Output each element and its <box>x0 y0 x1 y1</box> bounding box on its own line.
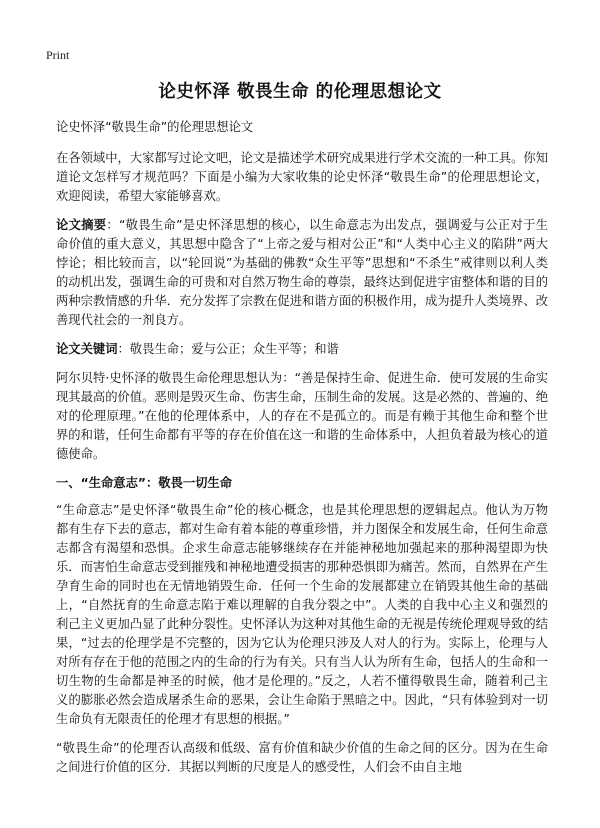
keywords-label: 论文关键词 <box>56 342 118 356</box>
body-paragraph-2: “生命意志”是史怀泽“敬畏生命”伦的核心概念，也是其伦理思想的逻辑起点。他认为万物都有生存下去的意志，都对生命有着本能的尊重珍惜，并力图保全和发展生命，任何生命意志都含有渴望和恐惧。企求生命意志能够继续存在并能神秘地加强起来的那种渴望即为快乐．而害怕生命意志受到摧残和神秘地遭受损害的那种恐惧即为痛苦。然而，自然界在产生孕育生命的同时也在无情地销毁生命．任何一个生命的发展都建立在销毁其他生命的基础上，“自然抚育的生命意志陷于难以理解的自我分裂之中”。人类的自我中心主义和强烈的利己主义更加凸显了此种分裂性。史怀泽认为这种对其他生命的无视是传统伦理观导致的结果，“过去的伦理学是不完整的，因为它认为伦理只涉及人对人的行为。实际上，伦理与人对所有存在于他的范围之内的生命的行为有关。只有当人认为所有生命，包括人的生命和一切生物的生命都是神圣的时候，他才是伦理的。”反之，人若不懂得敬畏生命，随着利己主义的膨胀必然会造成屠杀生命的恶果，会让生命陷于黑暗之中。因此，“只有体验到对一切生命负有无限责任的伦理才有思想的根据。” <box>56 503 548 726</box>
abstract-text: ：“敬畏生命”是史怀泽思想的核心，以生命意志为出发点，强调爱与公正对于生命价值的重大意义，其思想中隐含了“上帝之爱与相对公正”和“人类中心主义的陷阱”两大悖论；相比较而言，以“轮回说”为基础的佛教“众生平等”思想和“不杀生”戒律则以利人类的动机出发，强调生命的可贵和对自然万物生命的尊崇，最终达到促进宇宙整体和谐的目的两种宗教情感的升华．充分发挥了宗教在促进和谐方面的积极作用，成为提升人类境界、改善现代社会的一剂良方。 <box>56 218 548 327</box>
print-link[interactable]: Print <box>46 48 70 62</box>
intro-paragraph: 在各领域中，大家都写过论文吧，论文是描述学术研究成果进行学术交流的一种工具。你知道论文怎样写才规范吗？下面是小编为大家收集的论史怀泽“敬畏生命”的伦理思想论文，欢迎阅读，希望大家能够喜欢。 <box>56 151 548 203</box>
page-title: 论史怀泽 敬畏生命 的伦理思想论文 <box>158 82 442 102</box>
abstract-label: 论文摘要 <box>56 218 107 232</box>
body-paragraph-3: “敬畏生命”的伦理否认高级和低级、富有价值和缺少价值的生命之间的区分。因为在生命之间进行价值的区分．其据以判断的尺度是人的感受性，人们会不由自主地 <box>56 741 548 774</box>
keywords-text: ：敬畏生命；爱与公正；众生平等；和谐 <box>117 342 339 356</box>
article-body <box>56 118 548 787</box>
section-heading-1: 一、“生命意志”：敬畏一切生命 <box>56 476 233 490</box>
keywords-paragraph <box>56 340 548 359</box>
article-subtitle: 论史怀泽“敬畏生命”的伦理思想论文 <box>56 120 254 134</box>
body-paragraph-1: 阿尔贝特·史怀泽的敬畏生命伦理思想认为：“善是保持生命、促进生命．使可发展的生命实现其最高的价值。恶则是毁灭生命、伤害生命，压制生命的发展。这是必然的、普遍的、绝对的伦理原理。”在他的伦理体系中，人的存在不是孤立的。而是有赖于其他生命和整个世界的和谐，任何生命都有平等的存在价值在这一和谐的生命体系中，人担负着最为核心的道德使命。 <box>56 371 548 461</box>
abstract-paragraph <box>56 216 548 330</box>
